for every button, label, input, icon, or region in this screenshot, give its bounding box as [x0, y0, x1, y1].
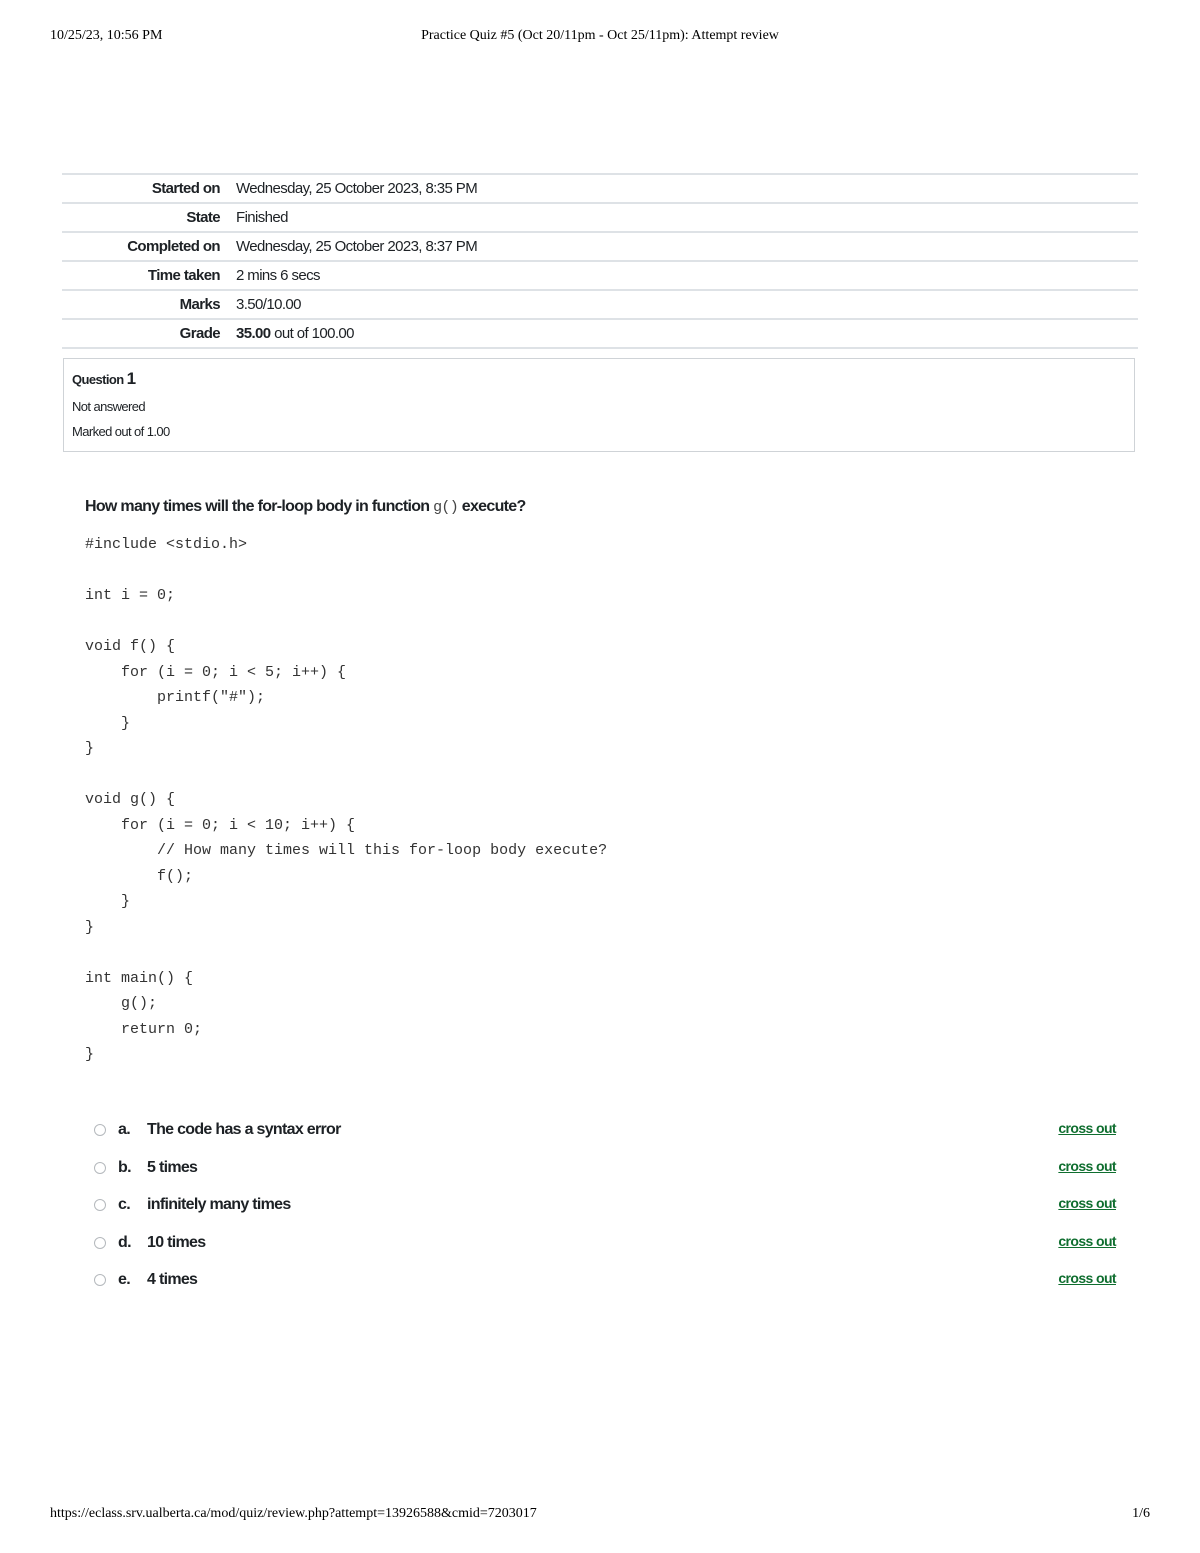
- summary-label: Marks: [179, 296, 220, 313]
- cross-out-link[interactable]: cross out: [1058, 1195, 1116, 1211]
- cross-out-link[interactable]: cross out: [1058, 1270, 1116, 1286]
- answer-option-e[interactable]: [92, 1267, 1122, 1305]
- answer-option-d[interactable]: [92, 1230, 1122, 1268]
- summary-label: Completed on: [127, 238, 220, 255]
- summary-value: Wednesday, 25 October 2023, 8:37 PM: [236, 238, 478, 255]
- code-block: #include <stdio.h> int i = 0; void f() { for (i = 0; i < 5; i++) { printf("#"); } } void g() { for (i = 0; i < 10; i++) { // How many times will this for-loop body execute? f(); } } int main() { g(); return 0; }: [85, 536, 608, 1063]
- cross-out-link[interactable]: cross out: [1058, 1232, 1116, 1249]
- answer-letter: b.: [118, 1158, 131, 1176]
- question-number: [72, 369, 1126, 389]
- print-datetime: 10/25/23, 10:56 PM: [50, 28, 163, 43]
- print-url: https://eclass.srv.ualberta.ca/mod/quiz/review.php?attempt=13926588&cmid=7203017: [50, 1506, 537, 1521]
- answer-letter: e.: [118, 1271, 130, 1288]
- question-text-before: How many times will the for-loop body in function: [85, 498, 434, 515]
- answer-option-a[interactable]: [92, 1117, 1122, 1155]
- cross-out-link[interactable]: cross out: [1058, 1157, 1116, 1174]
- summary-label: State: [186, 209, 220, 226]
- question-prefix: Question: [72, 372, 127, 387]
- summary-value: 3.50/10.00: [236, 296, 301, 313]
- summary-label: Started on: [151, 180, 220, 197]
- question-info-box: [63, 358, 1135, 452]
- grade-cell: [236, 319, 1138, 348]
- grade-label: Grade: [179, 325, 220, 342]
- radio-button[interactable]: [94, 1274, 106, 1286]
- summary-label: Time taken: [147, 267, 220, 284]
- answer-option-c[interactable]: [92, 1192, 1122, 1230]
- summary-value: 2 mins 6 secs: [236, 267, 320, 284]
- summary-value: Wednesday, 25 October 2023, 8:35 PM: [236, 180, 478, 197]
- summary-row: [62, 290, 1138, 319]
- question-text: [85, 498, 526, 516]
- answer-letter: c.: [118, 1196, 130, 1213]
- print-footer: [50, 1506, 1150, 1526]
- attempt-summary-table: [62, 173, 1138, 349]
- summary-row: [62, 261, 1138, 290]
- radio-button[interactable]: [94, 1199, 106, 1211]
- question-number-value: 1: [126, 369, 136, 388]
- answer-text: 4 times: [147, 1271, 198, 1288]
- answer-text: The code has a syntax error: [147, 1121, 341, 1138]
- summary-row-grade: [62, 319, 1138, 348]
- radio-button[interactable]: [94, 1237, 106, 1249]
- answer-letter: d.: [118, 1233, 131, 1251]
- question-marks: Marked out of 1.00: [72, 424, 170, 439]
- question-status: Not answered: [72, 399, 146, 414]
- summary-row: [62, 203, 1138, 232]
- cross-out-link[interactable]: cross out: [1058, 1120, 1116, 1136]
- answer-text: infinitely many times: [147, 1196, 291, 1213]
- print-header: [50, 28, 1150, 48]
- answer-letter: a.: [118, 1121, 130, 1138]
- question-text-after: execute?: [458, 498, 526, 515]
- radio-button[interactable]: [94, 1124, 106, 1136]
- print-page-title: Practice Quiz #5 (Oct 20/11pm - Oct 25/11pm): Attempt review: [421, 28, 779, 43]
- answer-options: [92, 1117, 1122, 1305]
- question-text-code: g(): [433, 499, 459, 516]
- answer-option-b[interactable]: [92, 1155, 1122, 1193]
- grade-value: 35.00: [236, 325, 271, 342]
- page-number: 1/6: [1132, 1506, 1150, 1521]
- answer-text: 5 times: [147, 1158, 198, 1176]
- summary-row: [62, 232, 1138, 261]
- summary-value: Finished: [236, 209, 288, 226]
- grade-suffix: out of 100.00: [270, 325, 354, 342]
- radio-button[interactable]: [94, 1162, 106, 1174]
- answer-text: 10 times: [147, 1233, 206, 1251]
- summary-row: [62, 174, 1138, 203]
